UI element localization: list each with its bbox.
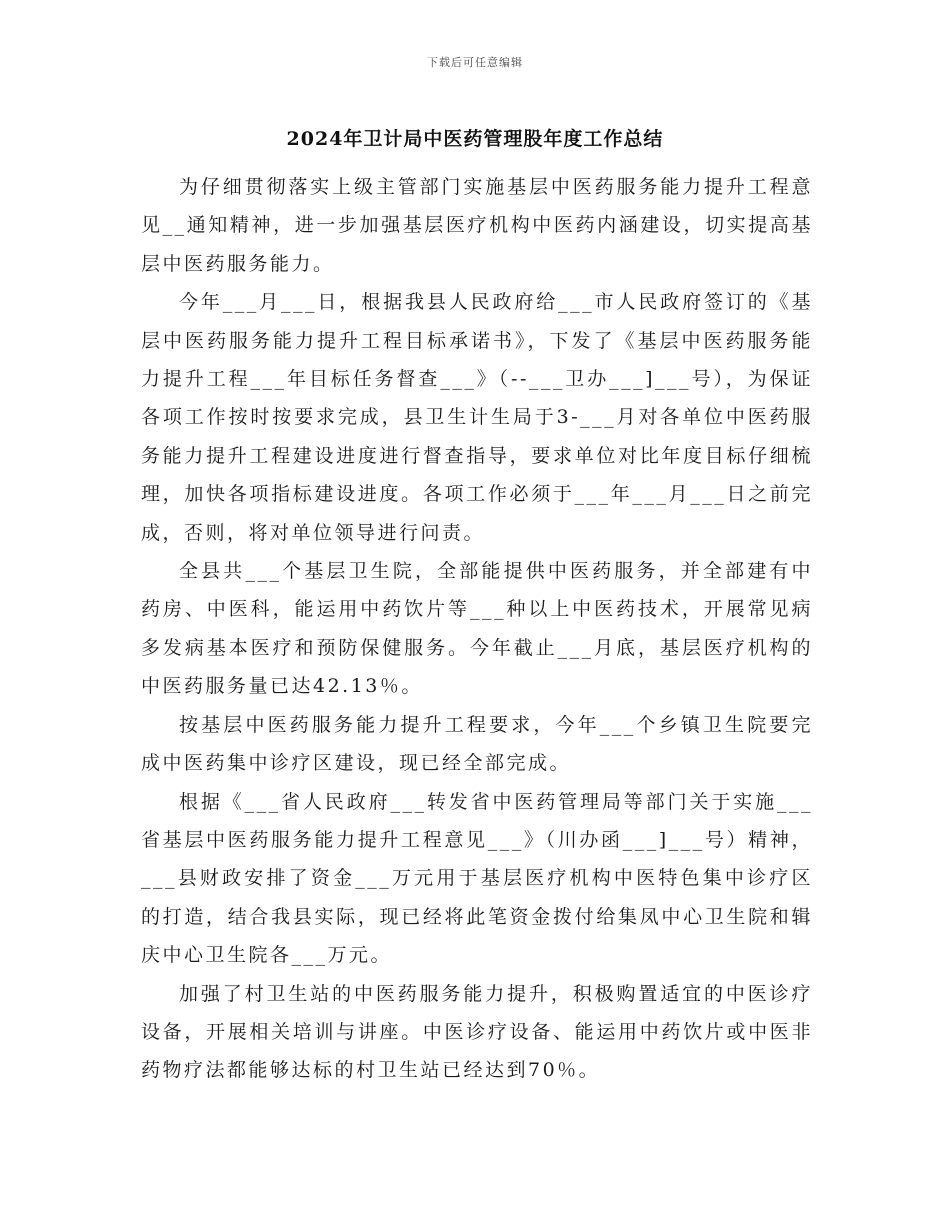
paragraph-inspection: 今年___月___日，根据我县人民政府给___市人民政府签订的《基层中医药服务能力提升工程目标承诺书》，下发了《基层中医药服务能力提升工程___年目标任务督查___》（--___卫办___]___号），为保证各项工作按时按要求完成，县卫生计生局于3-___月对各单位中医药服务能力提升工程建设进度进行督查指导，要求单位对比年度目标仔细梳理，加快各项指标建设进度。各项工作必须于___年___月___日之前完成，否则，将对单位领导进行问责。 [141, 291, 813, 544]
page-header-note: 下载后可任意编辑 [427, 56, 523, 69]
document-body [141, 168, 813, 1090]
document-title: 2024年卫计局中医药管理股年度工作总结 [286, 128, 664, 150]
paragraph-health-centers: 全县共___个基层卫生院，全部能提供中医药服务，并全部建有中药房、中医科，能运用中药饮片等___种以上中医药技术，开展常见病多发病基本医疗和预防保健服务。今年截止___月底，基层医疗机构的中医药服务量已达42.13％。 [141, 560, 813, 698]
paragraph-village-stations: 加强了村卫生站的中医药服务能力提升，积极购置适宜的中医诊疗设备，开展相关培训与讲座。中医诊疗设备、能运用中药饮片或中医非药物疗法都能够达标的村卫生站已经达到70％。 [141, 982, 813, 1082]
paragraph-intro: 为仔细贯彻落实上级主管部门实施基层中医药服务能力提升工程意见__通知精神，进一步加强基层医疗机构中医药内涵建设，切实提高基层中医药服务能力。 [141, 176, 813, 275]
paragraph-funding: 根据《___省人民政府___转发省中医药管理局等部门关于实施___省基层中医药服务能力提升工程意见___》（川办函___]___号）精神，___县财政安排了资金___万元用于基层医疗机构中医特色集中诊疗区的打造，结合我县实际，现已经将此笔资金拨付给集凤中心卫生院和辑庆中心卫生院各___万元。 [141, 790, 813, 967]
paragraph-diagnosis-area: 按基层中医药服务能力提升工程要求，今年___个乡镇卫生院要完成中医药集中诊疗区建设，现已经全部完成。 [141, 713, 813, 775]
